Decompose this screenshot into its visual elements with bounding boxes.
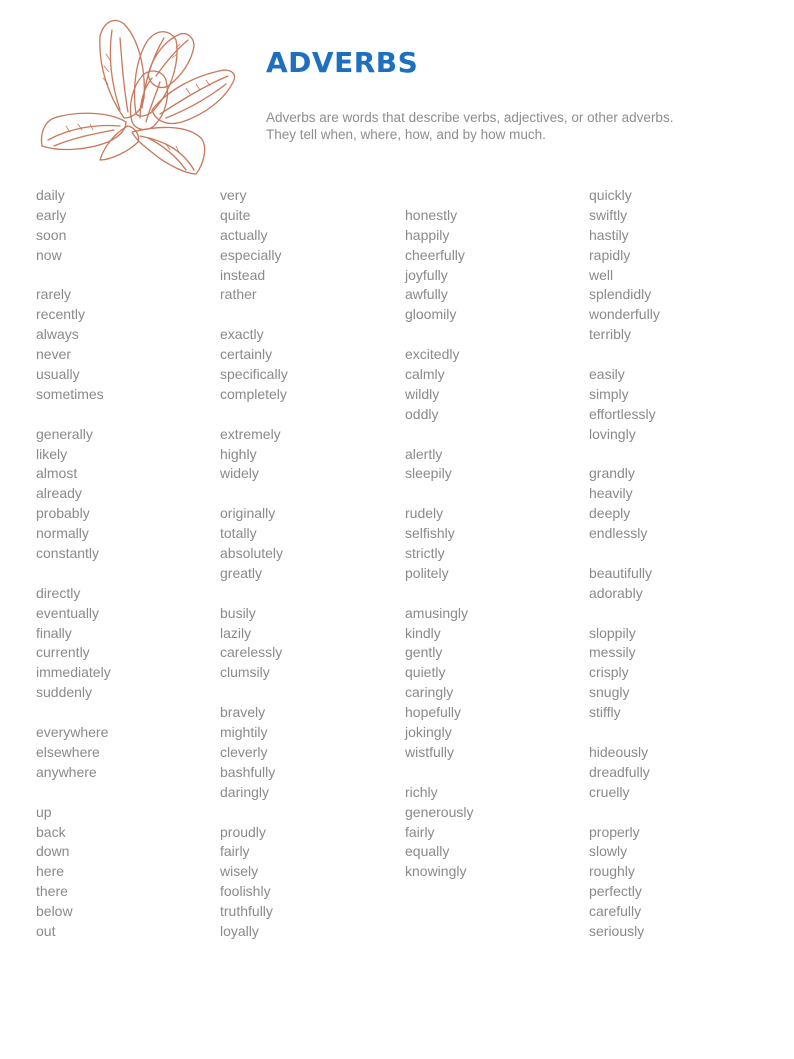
adverb-word: likely — [36, 445, 68, 462]
adverb-word: wistfully — [405, 743, 455, 760]
adverb-word: foolishly — [220, 883, 271, 900]
adverb-word: splendidly — [589, 286, 652, 303]
adverb-word: properly — [589, 823, 640, 840]
adverb-word: almost — [36, 465, 78, 482]
adverb-word: finally — [36, 624, 72, 641]
spacer — [405, 584, 585, 604]
adverb-word: effortlessly — [589, 405, 656, 422]
adverb-word: recently — [36, 306, 86, 323]
adverb-word: excitedly — [405, 346, 460, 363]
adverb-word: extremely — [220, 425, 281, 442]
adverb-word: back — [36, 823, 66, 840]
spacer — [220, 305, 400, 325]
adverb-word: kindly — [405, 624, 441, 641]
adverb-word: cleverly — [220, 743, 268, 760]
adverb-word: now — [36, 246, 62, 263]
adverb-word: knowingly — [405, 863, 467, 880]
adverb-word: politely — [405, 564, 449, 581]
adverb-word: hideously — [589, 743, 649, 760]
spacer — [220, 683, 400, 703]
adverb-word: messily — [589, 644, 636, 661]
adverb-word: actually — [220, 226, 268, 243]
adverb-word: heavily — [589, 485, 633, 502]
intro-line: They tell when, where, how, and by how much. — [266, 127, 546, 142]
adverb-word: grandly — [589, 465, 635, 482]
adverb-word: out — [36, 922, 56, 939]
adverb-word: hopefully — [405, 704, 462, 721]
spacer — [405, 325, 585, 345]
adverb-word: daily — [36, 187, 65, 203]
adverb-word: rather — [220, 286, 257, 303]
spacer — [220, 484, 400, 504]
adverb-word: absolutely — [220, 545, 284, 562]
page-title: ADVERBS — [266, 46, 419, 79]
adverb-word: carelessly — [220, 644, 283, 661]
adverb-word: quite — [220, 206, 251, 223]
adverb-word: wisely — [220, 863, 259, 880]
spacer — [36, 703, 216, 723]
adverb-word: snugly — [589, 684, 630, 701]
adverb-word: everywhere — [36, 724, 109, 741]
adverb-word: truthfully — [220, 903, 273, 920]
adverb-word: greatly — [220, 564, 263, 581]
adverb-word: below — [36, 903, 73, 920]
spacer — [589, 604, 769, 624]
adverb-word: quickly — [589, 187, 632, 203]
adverb-word: cruelly — [589, 783, 630, 800]
adverb-word: carefully — [589, 903, 642, 920]
adverb-word: clumsily — [220, 664, 270, 681]
adverb-word: happily — [405, 226, 450, 243]
adverb-word: exactly — [220, 326, 264, 343]
adverb-word: constantly — [36, 545, 100, 562]
adverb-word: currently — [36, 644, 90, 661]
adverb-word: suddenly — [36, 684, 93, 701]
adverb-word: stiffly — [589, 704, 621, 721]
adverb-word: highly — [220, 445, 257, 462]
adverb-word: never — [36, 346, 72, 363]
adverb-word: generally — [36, 425, 93, 442]
adverb-word: perfectly — [589, 883, 642, 900]
adverb-word: quietly — [405, 664, 446, 681]
intro-paragraph — [266, 109, 706, 143]
spacer — [405, 763, 585, 783]
adverb-word: gloomily — [405, 306, 457, 323]
adverb-word: totally — [220, 525, 257, 542]
adverb-word: beautifully — [589, 564, 653, 581]
adverb-word: easily — [589, 366, 625, 383]
adverb-word: wonderfully — [589, 306, 660, 323]
adverb-word: daringly — [220, 783, 270, 800]
adverb-word: especially — [220, 246, 282, 263]
adverb-word: fairly — [220, 843, 250, 860]
spacer — [405, 425, 585, 445]
adverb-word: always — [36, 326, 79, 343]
adverb-word: amusingly — [405, 604, 469, 621]
adverb-word: swiftly — [589, 206, 628, 223]
adverb-word: cheerfully — [405, 246, 465, 263]
adverb-word: usually — [36, 366, 80, 383]
adverb-word: elsewhere — [36, 743, 100, 760]
intro-line: Adverbs are words that describe verbs, adjectives, or other adverbs. — [266, 110, 674, 125]
adverb-word: certainly — [220, 346, 273, 363]
adverb-word: directly — [36, 584, 81, 601]
adverb-word: rudely — [405, 505, 444, 522]
adverb-word: busily — [220, 604, 256, 621]
word-column-3 — [405, 186, 585, 882]
adverb-word: loyally — [220, 922, 259, 939]
adverb-word: originally — [220, 505, 276, 522]
adverb-word: bravely — [220, 704, 266, 721]
adverb-word: richly — [405, 783, 438, 800]
adverb-word: slowly — [589, 843, 628, 860]
adverb-word: instead — [220, 266, 266, 283]
adverb-word: here — [36, 863, 65, 880]
adverb-word: completely — [220, 385, 287, 402]
adverb-word: soon — [36, 226, 67, 243]
adverb-word: well — [589, 266, 614, 283]
spacer — [220, 405, 400, 425]
adverb-word: probably — [36, 505, 90, 522]
magnolia-flower-illustration — [36, 14, 236, 180]
adverb-word: rapidly — [589, 246, 631, 263]
spacer — [36, 783, 216, 803]
word-column-4 — [589, 186, 769, 942]
adverb-word: specifically — [220, 366, 288, 383]
spacer — [589, 544, 769, 564]
adverb-word: honestly — [405, 206, 458, 223]
adverb-word: deeply — [589, 505, 631, 522]
adverb-word: already — [36, 485, 82, 502]
adverb-word: eventually — [36, 604, 100, 621]
adverb-word: rarely — [36, 286, 72, 303]
adverb-word: oddly — [405, 405, 439, 422]
adverb-word: endlessly — [589, 525, 648, 542]
adverb-word: sleepily — [405, 465, 452, 482]
spacer — [220, 584, 400, 604]
adverb-word: immediately — [36, 664, 111, 681]
adverb-word: seriously — [589, 922, 645, 939]
adverb-word: widely — [220, 465, 259, 482]
spacer — [405, 186, 585, 206]
adverb-word: selfishly — [405, 525, 455, 542]
adverb-word: fairly — [405, 823, 435, 840]
spacer — [589, 803, 769, 823]
adverb-word: sometimes — [36, 385, 104, 402]
spacer — [589, 445, 769, 465]
adverb-word: roughly — [589, 863, 635, 880]
spacer — [405, 484, 585, 504]
adverb-word: lazily — [220, 624, 252, 641]
adverb-word: wildly — [405, 385, 440, 402]
spacer — [36, 266, 216, 286]
adverb-word: awfully — [405, 286, 448, 303]
word-column-2 — [220, 186, 400, 942]
adverb-word: sloppily — [589, 624, 636, 641]
adverb-word: caringly — [405, 684, 454, 701]
adverb-word: joyfully — [405, 266, 448, 283]
adverb-word: mightily — [220, 724, 268, 741]
adverb-word: proudly — [220, 823, 266, 840]
adverb-word: gently — [405, 644, 443, 661]
adverb-word: down — [36, 843, 70, 860]
adverb-word: anywhere — [36, 763, 97, 780]
adverb-word: lovingly — [589, 425, 636, 442]
adverb-word: dreadfully — [589, 763, 650, 780]
adverb-word: equally — [405, 843, 450, 860]
adverb-word: generously — [405, 803, 474, 820]
adverb-word: calmly — [405, 366, 445, 383]
adverb-word: jokingly — [405, 724, 452, 741]
adverb-word: very — [220, 187, 247, 203]
adverb-word: adorably — [589, 584, 643, 601]
adverb-word: early — [36, 206, 67, 223]
adverb-word: there — [36, 883, 68, 900]
adverb-word: crisply — [589, 664, 629, 681]
word-column-1 — [36, 186, 216, 942]
spacer — [36, 405, 216, 425]
spacer — [589, 345, 769, 365]
adverb-word: alertly — [405, 445, 443, 462]
adverb-word: up — [36, 803, 52, 820]
spacer — [36, 564, 216, 584]
adverb-word: normally — [36, 525, 89, 542]
adverb-word: hastily — [589, 226, 629, 243]
adverb-word: strictly — [405, 545, 445, 562]
adverb-word: bashfully — [220, 763, 276, 780]
spacer — [220, 803, 400, 823]
adverb-word: terribly — [589, 326, 632, 343]
spacer — [589, 723, 769, 743]
adverb-word: simply — [589, 385, 629, 402]
